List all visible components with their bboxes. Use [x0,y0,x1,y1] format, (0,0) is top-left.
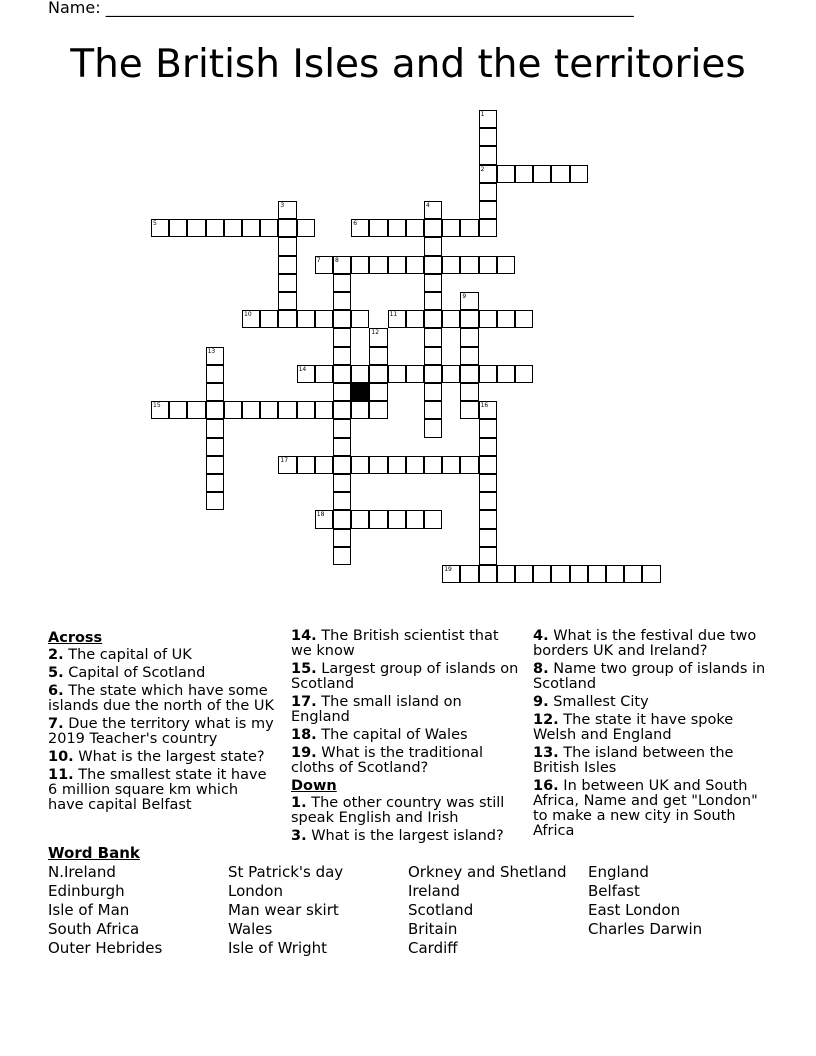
crossword-cell [442,365,460,383]
crossword-cell [333,274,351,292]
crossword-cell [460,401,478,419]
crossword-cell [424,383,442,401]
clue-down-1: 1. The other country was still speak English and Irish [291,795,505,826]
crossword-cell [479,474,497,492]
crossword-clue-number: 11 [389,311,398,319]
crossword-cell [551,565,569,583]
crossword-cell [406,310,424,328]
crossword-cell [424,219,442,237]
crossword-clue-number: 19 [444,566,452,573]
crossword-cell [570,165,588,183]
crossword-cell [351,365,369,383]
crossword-cell [369,383,387,401]
crossword-cell [206,438,224,456]
crossword-cell [479,256,497,274]
word-bank-column-2 [228,863,343,958]
crossword-clue-number: 17 [280,456,289,464]
crossword-clue-number: 13 [207,347,216,355]
crossword-cell [424,347,442,365]
crossword-cell [424,256,442,274]
crossword-cell [442,456,460,474]
crossword-cell [333,347,351,365]
crossword-cell [187,401,205,419]
crossword-clue-number: 18 [316,511,325,519]
crossword-cell [479,510,497,528]
crossword-cell [169,219,187,237]
crossword-cell [206,456,224,474]
crossword-cell [424,401,442,419]
name-line: __________________________________________________________________ [105,0,634,17]
crossword-clue-number: 8 [335,256,339,264]
crossword-clue-number: 16 [480,402,489,410]
crossword-cell [369,365,387,383]
crossword-cell [497,165,515,183]
crossword-clue-number: 10 [244,311,252,319]
word-bank-item: Scotland [408,901,474,919]
crossword-cell [369,219,387,237]
crossword-cell [533,565,551,583]
crossword-cell [479,492,497,510]
down-heading: Down [291,778,337,794]
crossword-cell [642,565,660,583]
crossword-cell [278,310,296,328]
clue-across-19: 19. What is the traditional cloths of Scotland? [291,745,484,776]
crossword-cell [169,401,187,419]
crossword-cell [278,219,296,237]
crossword-cell [260,219,278,237]
crossword-cell [315,310,333,328]
crossword-cell [442,256,460,274]
crossword-cell [206,474,224,492]
clue-down-8: 8. Name two group of islands in Scotland [533,661,766,692]
crossword-cell [406,219,424,237]
crossword-cell [187,219,205,237]
word-bank-column-1 [48,863,162,958]
word-bank-item: N.Ireland [48,863,116,881]
crossword-cell [369,347,387,365]
crossword-cell [224,219,242,237]
word-bank-item: Cardiff [408,939,458,957]
clues-column-3 [533,629,773,842]
crossword-clue-number: 5 [153,220,157,228]
crossword-cell [406,456,424,474]
crossword-clue-number: 15 [153,402,161,410]
crossword-cell [351,401,369,419]
crossword-cell [588,565,606,583]
crossword-cell [278,274,296,292]
crossword-cell [460,328,478,346]
crossword-clue-number: 4 [426,202,430,209]
clue-down-3: 3. What is the largest island? [291,828,504,844]
crossword-cell [406,365,424,383]
crossword-cell [206,401,224,419]
crossword-cell [388,365,406,383]
crossword-cell [297,401,315,419]
crossword-cell [497,310,515,328]
crossword-cell [333,547,351,565]
word-bank-item: London [228,882,283,900]
crossword-cell [315,456,333,474]
crossword-cell [333,474,351,492]
crossword-cell [460,565,478,583]
crossword-cell [460,347,478,365]
crossword-cell [424,419,442,437]
crossword-cell [515,365,533,383]
word-bank-item: East London [588,901,681,919]
crossword-cell [333,510,351,528]
crossword-clue-number: 14 [298,365,307,373]
clue-across-14: 14. The British scientist that we know [291,628,499,659]
crossword-cell [369,401,387,419]
clue-down-9: 9. Smallest City [533,694,649,710]
crossword-cell [460,456,478,474]
crossword-cell [278,237,296,255]
word-bank-item: Isle of Wright [228,939,328,957]
crossword-cell [388,510,406,528]
crossword-clue-number: 3 [280,202,285,209]
crossword-cell [442,219,460,237]
crossword-cell [242,219,260,237]
crossword-cell [388,456,406,474]
crossword-cell [424,510,442,528]
crossword-cell [424,456,442,474]
crossword-cell [479,565,497,583]
crossword-cell [333,529,351,547]
crossword-cell [479,146,497,164]
clue-down-16: 16. In between UK and South Africa, Name and get "London" to make a new city in South Africa [533,778,758,839]
crossword-cell [442,310,460,328]
crossword-cell [297,456,315,474]
word-bank-item: Charles Darwin [588,920,703,938]
word-bank-item: Belfast [588,882,640,900]
crossword-cell [333,365,351,383]
crossword-cell [333,328,351,346]
crossword-cell [515,310,533,328]
crossword-cell [333,492,351,510]
crossword-cell [424,365,442,383]
crossword-cell [224,401,242,419]
crossword-cell [206,219,224,237]
clue-across-17: 17. The small island on England [291,694,462,725]
crossword-cell [278,292,296,310]
crossword-cell [260,401,278,419]
crossword-cell [460,365,478,383]
clue-across-18: 18. The capital of Wales [291,727,468,743]
crossword-cell [333,310,351,328]
crossword-cell [369,456,387,474]
crossword-cell [206,383,224,401]
crossword-cell [479,529,497,547]
crossword-cell [242,401,260,419]
clue-down-12: 12. The state it have spoke Welsh and England [533,712,734,743]
crossword-clue-number: 12 [371,329,380,337]
crossword-cell [479,128,497,146]
crossword-cell [479,183,497,201]
crossword-black-cell [351,383,369,401]
crossword-cell [315,365,333,383]
crossword-cell [606,565,624,583]
crossword-cell [479,310,497,328]
clue-down-4: 4. What is the festival due two borders UK and Ireland? [533,628,757,659]
crossword-cell [551,165,569,183]
crossword-cell [206,492,224,510]
crossword-cell [424,237,442,255]
crossword-cell [497,365,515,383]
word-bank-item: Wales [228,920,273,938]
crossword-cell [624,565,642,583]
name-label: Name: [48,0,101,17]
crossword-cell [278,401,296,419]
word-bank-column-3 [408,863,567,958]
crossword-cell [479,365,497,383]
clues-column-1 [48,629,276,816]
crossword-cell [297,219,315,237]
crossword-cell [278,256,296,274]
word-bank-item: St Patrick's day [228,863,344,881]
crossword-cell [460,310,478,328]
crossword-cell [333,383,351,401]
word-bank-item: Isle of Man [48,901,130,919]
crossword-cell [406,510,424,528]
page-title: The British Isles and the territories [70,42,746,87]
crossword-cell [369,510,387,528]
crossword-cell [497,256,515,274]
crossword-cell [333,419,351,437]
crossword-cell [351,456,369,474]
word-bank-item: Man wear skirt [228,901,339,919]
crossword-cell [424,274,442,292]
crossword-cell [479,201,497,219]
crossword-cell [333,438,351,456]
clue-down-13: 13. The island between the British Isles [533,745,734,776]
word-bank-item: Edinburgh [48,882,125,900]
crossword-cell [333,456,351,474]
crossword-cell [479,438,497,456]
crossword-cell [333,292,351,310]
crossword-cell [515,165,533,183]
crossword-clue-number: 9 [462,293,467,300]
crossword-cell [479,456,497,474]
crossword-cell [570,565,588,583]
word-bank-item: Orkney and Shetland [408,863,567,881]
crossword-cell [206,419,224,437]
crossword-cell [479,219,497,237]
crossword-clue-number: 6 [353,220,358,228]
crossword-cell [460,256,478,274]
crossword-cell [260,310,278,328]
crossword-cell [351,310,369,328]
word-bank-column-4 [588,863,702,939]
crossword-cell [297,310,315,328]
crossword-cell [388,256,406,274]
crossword-cell [206,365,224,383]
across-heading: Across [48,630,103,646]
crossword-cell [388,219,406,237]
clue-across-15: 15. Largest group of islands on Scotland [291,661,519,692]
crossword-cell [460,219,478,237]
crossword-clue-number: 2 [480,165,485,173]
crossword-cell [479,547,497,565]
crossword-cell [369,256,387,274]
word-bank-item: South Africa [48,920,140,938]
crossword-cell [351,256,369,274]
word-bank-item: Britain [408,920,458,938]
crossword-cell [315,401,333,419]
crossword-clue-number: 1 [480,111,485,118]
clue-across-2: 2. The capital of UK [48,647,192,663]
crossword-clue-number: 7 [316,256,321,264]
clue-across-6: 6. The state which have some islands due the north of the UK [48,683,275,714]
word-bank-item: Outer Hebrides [48,939,163,957]
crossword-cell [515,565,533,583]
clue-across-5: 5. Capital of Scotland [48,665,206,681]
clue-across-11: 11. The smallest state it have 6 million square km which have capital Belfast [48,767,267,813]
crossword-cell [424,292,442,310]
crossword-cell [479,419,497,437]
crossword-cell [424,328,442,346]
crossword-cell [533,165,551,183]
crossword-cell [351,510,369,528]
crossword-cell [406,256,424,274]
clue-across-7: 7. Due the territory what is my 2019 Teacher's country [48,716,274,747]
word-bank-item: Ireland [408,882,460,900]
word-bank-item: England [588,863,649,881]
clue-across-10: 10. What is the largest state? [48,749,265,765]
clues-column-2 [291,629,519,847]
crossword-cell [460,383,478,401]
crossword-cell [497,565,515,583]
crossword-cell [333,401,351,419]
crossword-cell [424,310,442,328]
word-bank-heading: Word Bank [48,844,140,862]
